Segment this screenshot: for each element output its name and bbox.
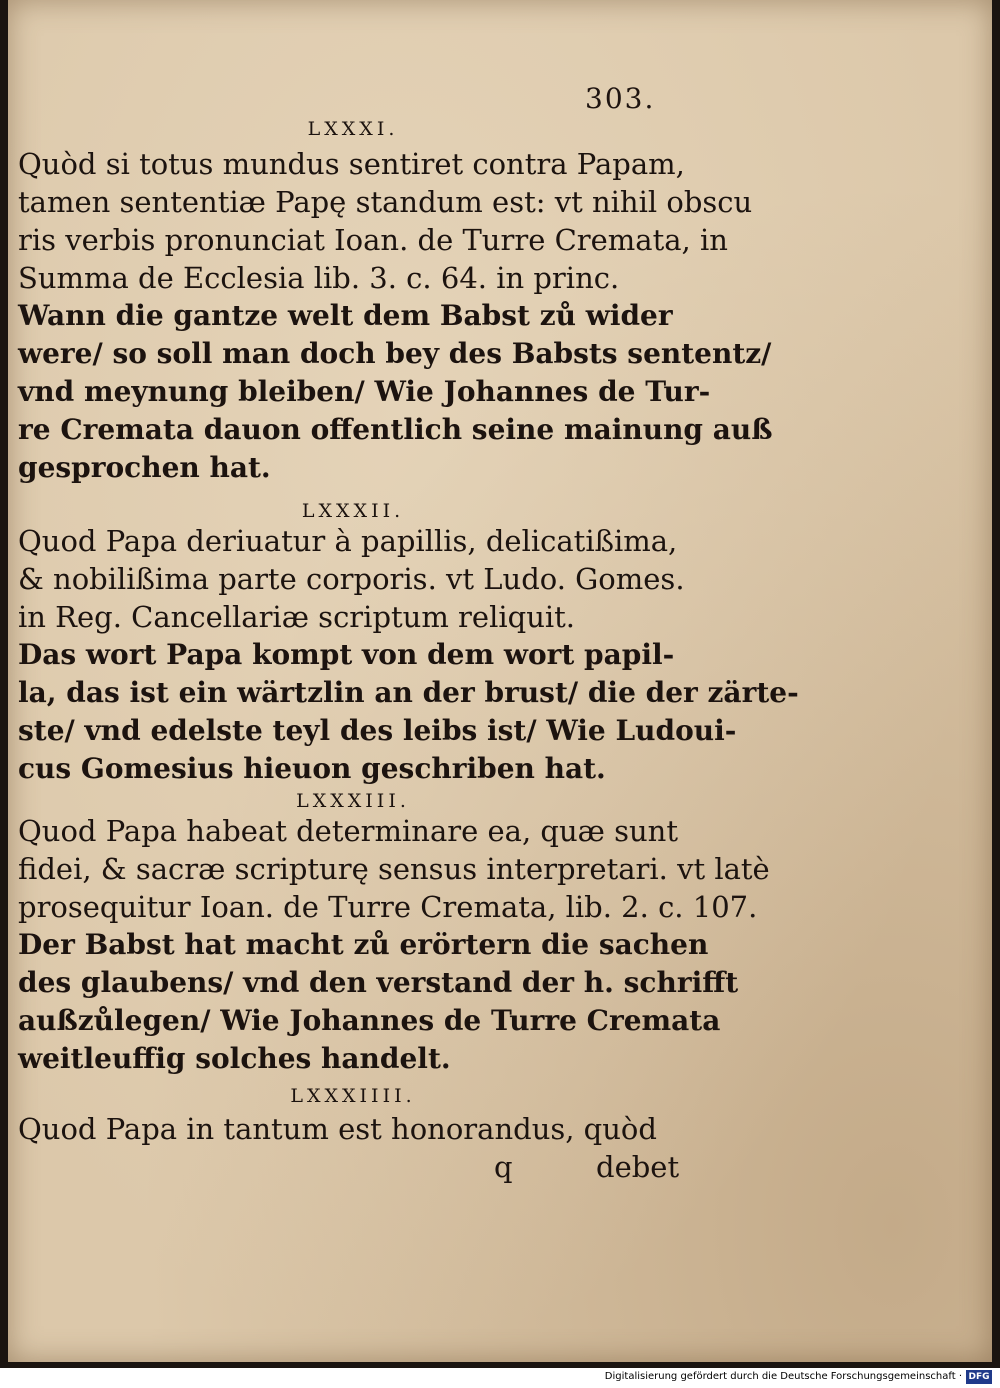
section-heading: LXXXI. <box>307 118 399 140</box>
text-line: außzůlegen/ Wie Johannes de Turre Cremata <box>18 1004 721 1037</box>
german-paragraph <box>18 636 799 788</box>
text-line: in Reg. Cancellariæ scriptum reliquit. <box>18 600 576 634</box>
text-line: Der Babst hat macht zů erörtern die sachen <box>18 928 709 961</box>
section-heading: LXXXIIII. <box>290 1085 416 1107</box>
latin-paragraph <box>18 145 753 297</box>
section-block <box>18 145 773 487</box>
text-line: Quod Papa deriuatur à papillis, delicatißima, <box>18 524 678 558</box>
text-line: Wann die gantze welt dem Babst zů wider <box>18 299 673 332</box>
dfg-logo: DFG <box>966 1370 992 1384</box>
signature-mark: q <box>494 1150 513 1184</box>
german-paragraph <box>18 926 739 1078</box>
text-line: Quod Papa in tantum est honorandus, quòd <box>18 1112 657 1146</box>
section-heading: LXXXII. <box>301 500 405 522</box>
text-line: re Cremata dauon offentlich seine mainung auß <box>18 413 773 446</box>
footer-credit: Digitalisierung gefördert durch die Deutsche Forschungsgemeinschaft · <box>604 1371 962 1382</box>
text-line: ste/ vnd edelste teyl des leibs ist/ Wie Ludoui- <box>18 714 737 747</box>
text-line: cus Gomesius hieuon geschriben hat. <box>18 752 606 785</box>
text-line: la, das ist ein wärtzlin an der brust/ die der zärte- <box>18 676 799 709</box>
page-number: 303. <box>585 82 656 115</box>
text-line: & nobilißima parte corporis. vt Ludo. Gomes. <box>18 562 685 596</box>
section-block <box>18 1110 688 1148</box>
latin-paragraph <box>18 812 770 926</box>
text-line: tamen sententiæ Papę standum est: vt nihil obscu <box>18 185 753 219</box>
text-line: gesprochen hat. <box>18 451 271 484</box>
text-line: des glaubens/ vnd den verstand der h. schrifft <box>18 966 739 999</box>
section-block <box>18 522 799 788</box>
text-line: Quòd si totus mundus sentiret contra Papam, <box>18 147 685 181</box>
text-line: were/ so soll man doch bey des Babsts sententz/ <box>18 337 772 370</box>
text-line: Quod Papa habeat determinare ea, quæ sunt <box>18 814 679 848</box>
text-line: fidei, & sacræ scripturę sensus interpretari. vt latè <box>18 852 770 886</box>
text-line: weitleuffig solches handelt. <box>18 1042 451 1075</box>
section-heading: LXXXIII. <box>296 790 410 812</box>
text-line: Das wort Papa kompt von dem wort papil- <box>18 638 675 671</box>
footer-bar <box>0 1368 1000 1388</box>
latin-paragraph <box>18 522 688 636</box>
text-line: prosequitur Ioan. de Turre Cremata, lib. 2. c. 107. <box>18 890 758 924</box>
text-line: vnd meynung bleiben/ Wie Johannes de Tur- <box>18 375 711 408</box>
section-block <box>18 812 770 1078</box>
latin-paragraph <box>18 1110 688 1148</box>
german-paragraph <box>18 297 773 487</box>
text-line: ris verbis pronunciat Ioan. de Turre Cremata, in <box>18 223 728 257</box>
text-line: Summa de Ecclesia lib. 3. c. 64. in princ. <box>18 261 620 295</box>
catchword: debet <box>596 1150 680 1184</box>
